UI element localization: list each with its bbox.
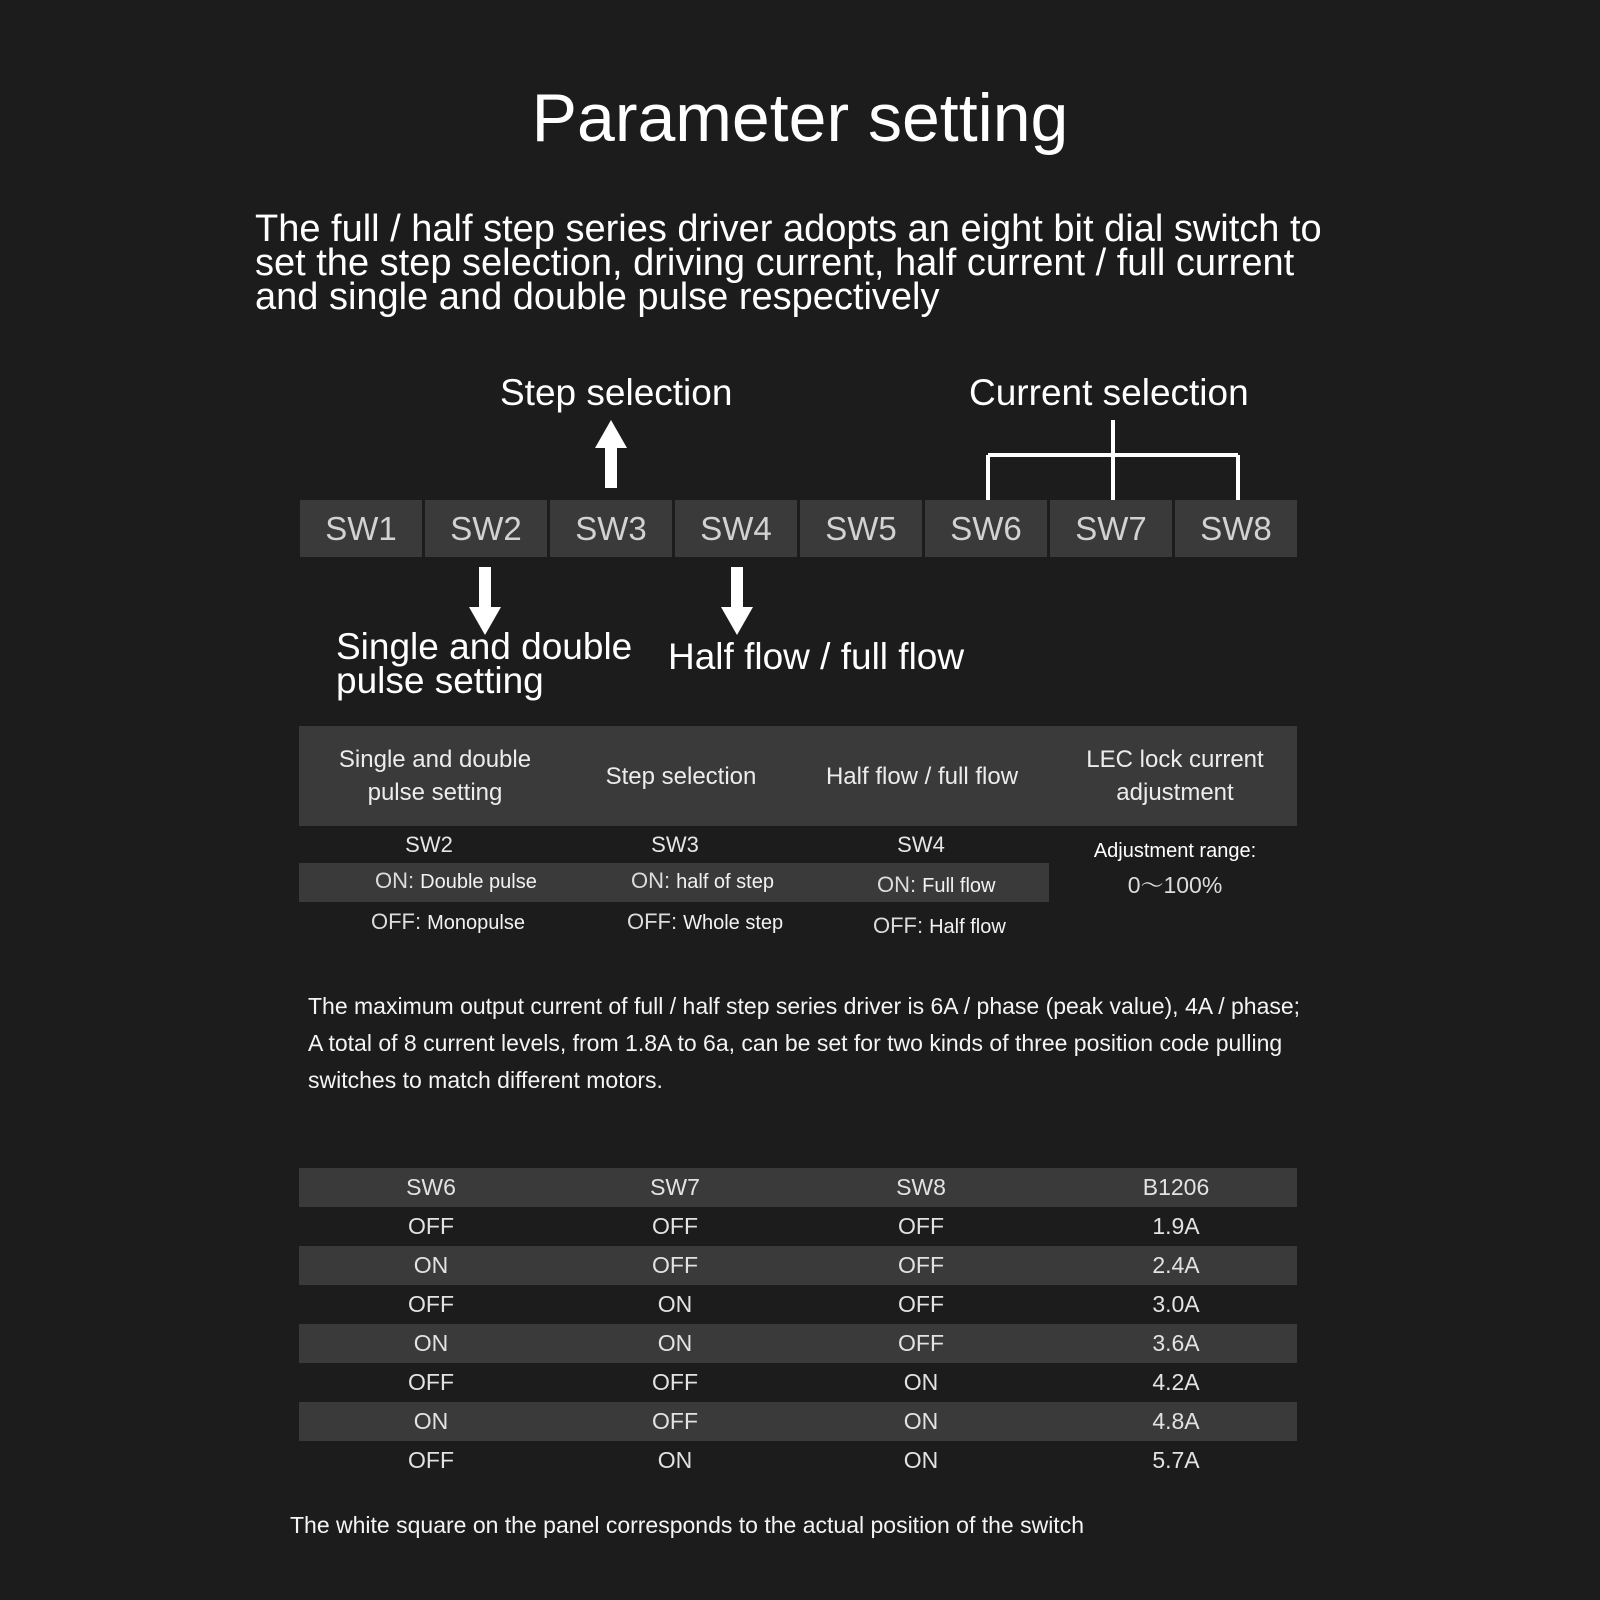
switch-sw6: SW6: [925, 500, 1047, 557]
table-row: ON OFF ON 4.8A: [299, 1402, 1297, 1441]
settings-switch-name: SW3: [651, 832, 699, 857]
current-table: [299, 1168, 1297, 1480]
settings-off-option: OFF: Whole step: [627, 909, 784, 934]
switch-sw3: SW3: [550, 500, 672, 557]
settings-on-option: ON: Double pulse: [375, 868, 537, 893]
settings-switch-name: SW2: [405, 832, 453, 857]
settings-header-step: Step selection: [605, 762, 757, 790]
down-arrow-icon: [467, 567, 503, 635]
settings-header-pulse: Single and double pulse setting: [338, 746, 532, 806]
switch-sw1: SW1: [300, 500, 422, 557]
current-table-header: SW6 SW7 SW8 B1206: [299, 1168, 1297, 1207]
settings-table: [299, 726, 1299, 956]
switch-sw7: SW7: [1050, 500, 1172, 557]
current-description: The maximum output current of full / half step series driver is 6A / phase (peak value), 4A / phase; A total of 8 current levels, from 1.8A to 6a, can be set for two kinds of three position code pulling switches to match different motors.: [308, 993, 1301, 1093]
settings-off-option: OFF: Monopulse: [371, 909, 525, 934]
table-row: ON OFF OFF 2.4A: [299, 1246, 1297, 1285]
switch-row: [300, 500, 1300, 557]
settings-header-flow: Half flow / full flow: [825, 762, 1019, 790]
settings-switch-name: SW4: [897, 832, 945, 857]
half-full-flow-label: Half flow / full flow: [668, 636, 965, 677]
table-row: OFF ON OFF 3.0A: [408, 1291, 1200, 1317]
adjustment-range-value: 0～100%: [1127, 872, 1223, 898]
switch-sw5: SW5: [800, 500, 922, 557]
pulse-setting-label: Single and double pulse setting: [336, 626, 633, 701]
switch-sw4: SW4: [675, 500, 797, 557]
step-selection-label: Step selection: [500, 372, 733, 413]
down-arrow-icon: [719, 567, 755, 635]
adjustment-range-label: Adjustment range:: [1093, 840, 1257, 862]
settings-header-lec: LEC lock current adjustment: [1086, 746, 1264, 806]
switch-sw8: SW8: [1175, 500, 1297, 557]
switch-sw2: SW2: [425, 500, 547, 557]
current-selection-label: Current selection: [969, 372, 1249, 413]
up-arrow-icon: [593, 420, 629, 488]
settings-off-option: OFF: Half flow: [873, 913, 1006, 938]
table-row: ON ON OFF 3.6A: [299, 1324, 1297, 1363]
settings-on-option: ON: Full flow: [877, 872, 996, 897]
page-title: Parameter setting: [531, 80, 1069, 156]
settings-on-option: ON: half of step: [631, 868, 774, 893]
bracket-connector: [985, 420, 1245, 502]
intro-text: The full / half step series driver adopts an eight bit dial switch to set the step selection, driving current, half current / full current and single and double pulse respectively: [255, 208, 1322, 318]
table-row: OFF OFF OFF 1.9A: [408, 1213, 1200, 1239]
table-row: OFF ON ON 5.7A: [408, 1447, 1200, 1473]
table-row: OFF OFF ON 4.2A: [408, 1369, 1200, 1395]
footnote: The white square on the panel corresponds to the actual position of the switch: [290, 1512, 1084, 1538]
